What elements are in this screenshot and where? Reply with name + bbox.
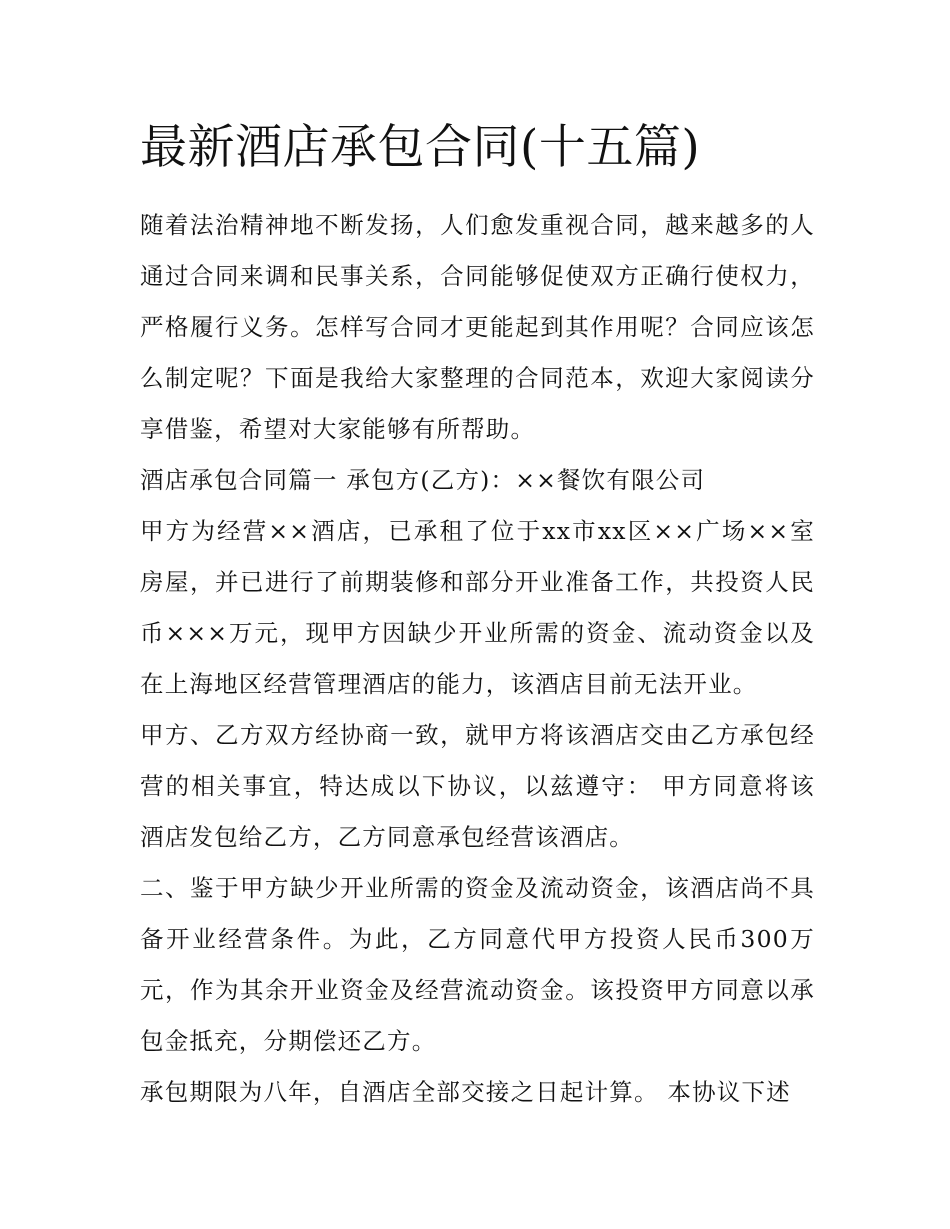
paragraph-agreement: 甲方、乙方双方经协商一致，就甲方将该酒店交由乙方承包经营的相关事宜，特达成以下协议，以兹遵守： 甲方同意将该酒店发包给乙方，乙方同意承包经营该酒店。 <box>140 721 815 851</box>
paragraph-contract-one-heading: 酒店承包合同篇一 承包方(乙方)：××餐饮有限公司 <box>140 466 706 494</box>
document-body <box>140 200 815 1118</box>
paragraph-intro: 随着法治精神地不断发扬，人们愈发重视合同，越来越多的人通过合同来调和民事关系，合同能够促使双方正确行使权力，严格履行义务。怎样写合同才更能起到其作用呢？合同应该怎么制定呢？下面是我给大家整理的合同范本，欢迎大家阅读分享借鉴，希望对大家能够有所帮助。 <box>140 211 815 443</box>
document-title: 最新酒店承包合同(十五篇) <box>140 120 701 175</box>
paragraph-clause-two: 二、鉴于甲方缺少开业所需的资金及流动资金，该酒店尚不具备开业经营条件。为此，乙方同意代甲方投资人民币300万元，作为其余开业资金及经营流动资金。该投资甲方同意以承包金抵充，分期偿还乙方。 <box>140 874 815 1055</box>
paragraph-term: 承包期限为八年，自酒店全部交接之日起计算。 本协议下述 <box>140 1078 791 1106</box>
paragraph-background: 甲方为经营××酒店，已承租了位于xx市xx区××广场××室房屋，并已进行了前期装修和部分开业准备工作，共投资人民币×××万元，现甲方因缺少开业所需的资金、流动资金以及在上海地区经营管理酒店的能力，该酒店目前无法开业。 <box>140 517 815 698</box>
